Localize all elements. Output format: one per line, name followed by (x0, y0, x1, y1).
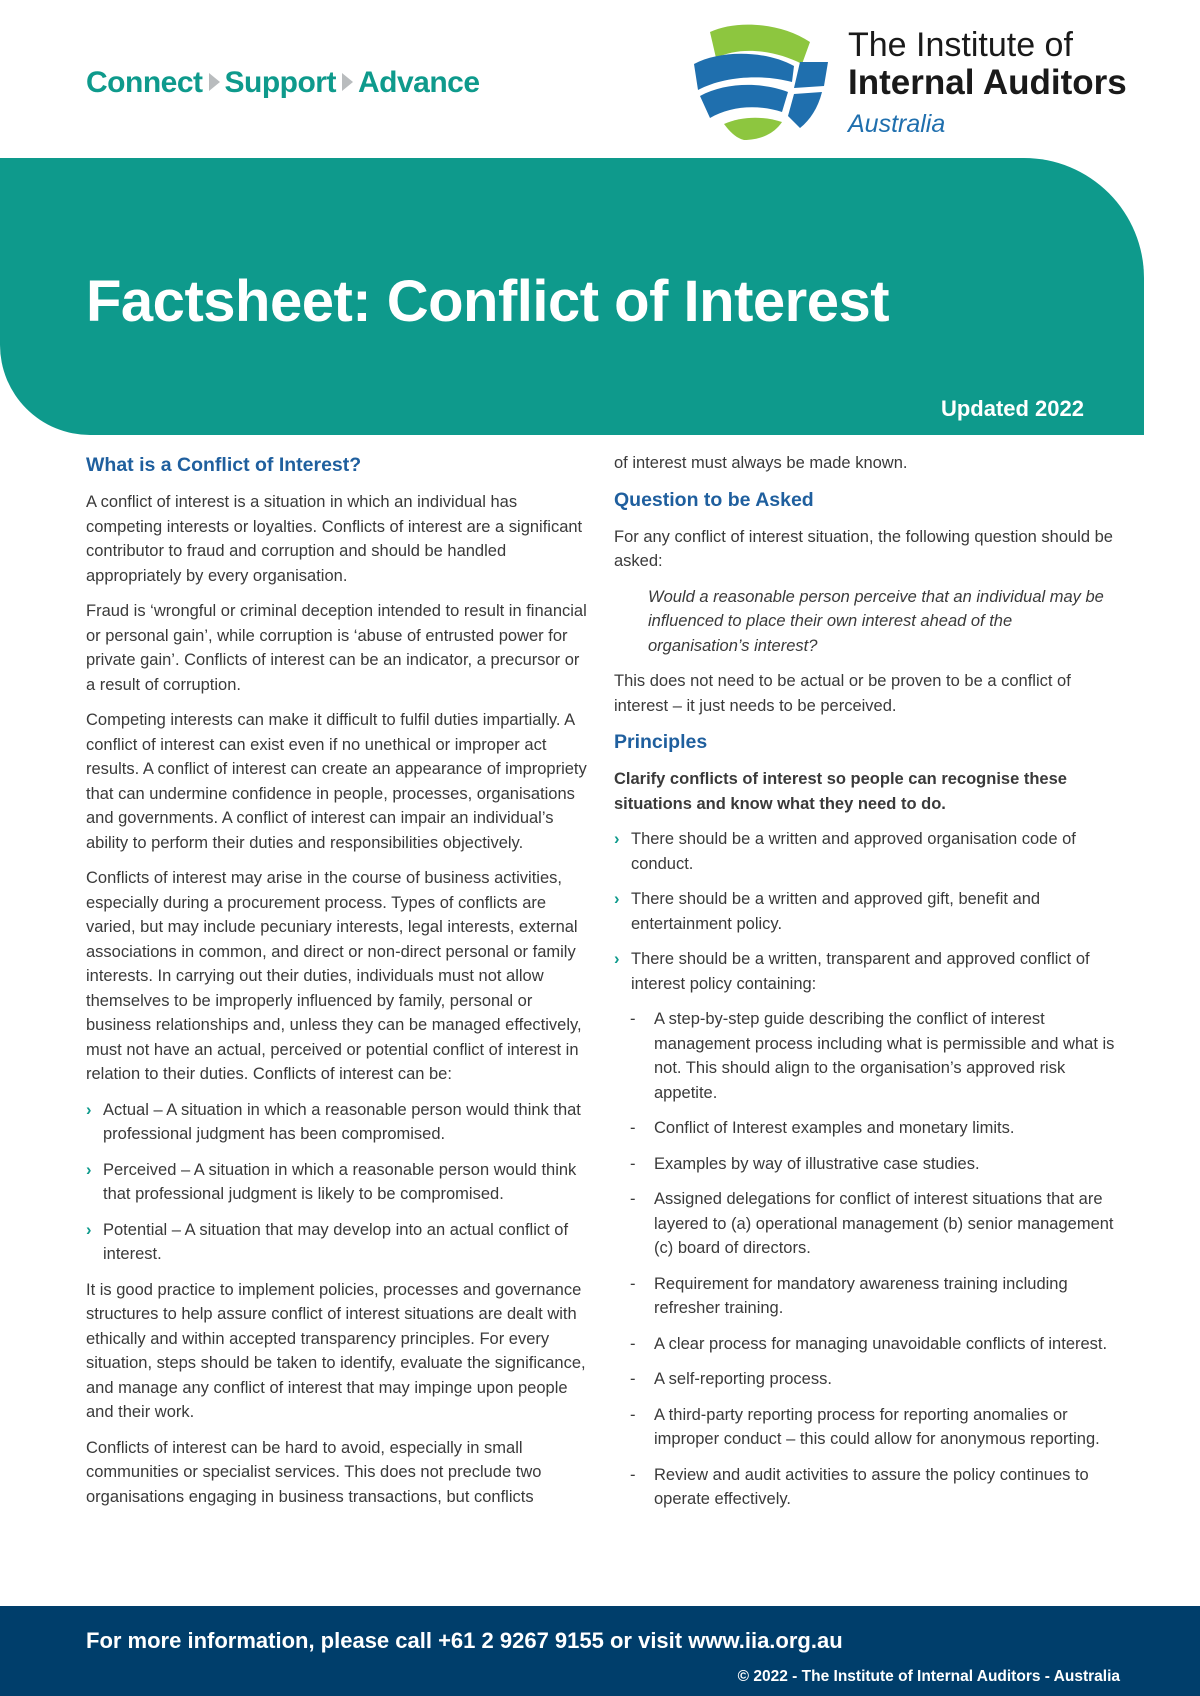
sub-list-item (630, 1007, 1116, 1105)
sub-list-item (630, 1463, 1116, 1512)
dash-bullet-icon: - (630, 1465, 636, 1484)
dash-bullet-icon: - (630, 1405, 636, 1424)
chevron-bullet-icon: › (86, 1220, 92, 1239)
paragraph: Competing interests can make it difficult to fulfil duties impartially. A conflict of interest can exist even if no unethical or improper act results. A conflict of interest can create an appearance of impropriety that can undermine confidence in people, processes, organisations and governments. A conflict of interest can impair an individual’s ability to perform their duties and responsibilities objectively. (86, 711, 587, 852)
paragraph: A conflict of interest is a situation in which an individual has competing interests or loyalties. Conflicts of interest are a significant contributor to fraud and corruption and should be handled appropriately by every organisation. (86, 493, 583, 585)
right-column (614, 451, 1116, 1523)
list-item-text: Assigned delegations for conflict of interest situations that are layered to (a) operational management (b) senior management (c) board of directors. (654, 1190, 1114, 1257)
list-item (614, 887, 1116, 936)
tagline (86, 66, 480, 100)
list-item-text: There should be a written and approved gift, benefit and entertainment policy. (631, 890, 1041, 933)
tagline-advance: Advance (357, 66, 480, 99)
list-item-text: Examples by way of illustrative case studies. (654, 1154, 980, 1173)
logo-line-2: Internal Auditors (848, 63, 1127, 102)
list-item-text: A step-by-step guide describing the conflict of interest management process including what is permissible and what is not. This should align to the organisation’s approved risk appetite. (654, 1010, 1115, 1102)
paragraph-continued: of interest must always be made known. (614, 454, 908, 472)
conflict-types-list (86, 1098, 588, 1267)
tagline-connect: Connect (86, 66, 203, 99)
paragraph: It is good practice to implement policies, processes and governance structures to help assure conflict of interest situations are dealt with ethically and within accepted transparency principles. For every situation, steps should be taken to identify, evaluate the significance, and manage any conflict of interest that may impinge upon people and their work. (86, 1280, 586, 1421)
globe-logo-icon (690, 20, 830, 142)
key-question-quote: Would a reasonable person perceive that an individual may be influenced to place their own interest ahead of the organisation’s interest? (648, 587, 1104, 655)
list-item-text: There should be a written and approved organisation code of conduct. (631, 830, 1076, 873)
sub-list-item (630, 1116, 1116, 1141)
tagline-support: Support (224, 66, 336, 99)
list-item-text: A third-party reporting process for reporting anomalies or improper conduct – this could allow for anonymous reporting. (654, 1405, 1100, 1448)
list-item (614, 827, 1116, 876)
iia-logo (690, 20, 1200, 150)
chevron-right-icon (209, 73, 220, 91)
dash-bullet-icon: - (630, 1334, 636, 1353)
chevron-bullet-icon: › (614, 830, 620, 848)
chevron-bullet-icon: › (86, 1100, 92, 1119)
list-item (86, 1218, 588, 1267)
section-heading-question: Question to be Asked (614, 488, 814, 511)
section-heading-what-is: What is a Conflict of Interest? (86, 454, 362, 476)
left-column (86, 452, 588, 1520)
dash-bullet-icon: - (630, 1010, 636, 1028)
page-title: Factsheet: Conflict of Interest (86, 269, 890, 334)
list-item (86, 1158, 588, 1207)
paragraph: This does not need to be actual or be proven to be a conflict of interest – it just needs to be perceived. (614, 672, 1071, 715)
list-item (86, 1098, 588, 1147)
list-item (614, 947, 1116, 996)
chevron-bullet-icon: › (614, 890, 620, 908)
section-heading-principles: Principles (614, 731, 708, 753)
principles-intro: Clarify conflicts of interest so people can recognise these situations and know what they need to do. (614, 770, 1067, 813)
dash-bullet-icon: - (630, 1370, 636, 1388)
dash-bullet-icon: - (630, 1119, 636, 1137)
list-item-text: Requirement for mandatory awareness training including refresher training. (654, 1274, 1068, 1317)
dash-bullet-icon: - (630, 1154, 636, 1173)
sub-list-item (630, 1272, 1116, 1321)
updated-label: Updated 2022 (940, 396, 1084, 421)
list-item-text: There should be a written, transparent and approved conflict of interest policy containing: (631, 950, 1090, 993)
copyright: © 2022 - The Institute of Internal Auditors - Australia (737, 1668, 1120, 1685)
principles-list (614, 827, 1116, 996)
sub-list-item (630, 1403, 1116, 1452)
dash-bullet-icon: - (630, 1274, 636, 1293)
sub-list-item (630, 1187, 1116, 1261)
list-item-text: Review and audit activities to assure the policy continues to operate effectively. (654, 1465, 1089, 1508)
dash-bullet-icon: - (630, 1190, 636, 1208)
logo-line-1: The Institute of (848, 26, 1073, 64)
chevron-bullet-icon: › (614, 950, 620, 968)
policy-contents-list (614, 1007, 1116, 1512)
footer (0, 1606, 1200, 1696)
list-item-text: Perceived – A situation in which a reasonable person would think that professional judgment is likely to be compromised. (103, 1160, 577, 1203)
chevron-bullet-icon: › (86, 1160, 92, 1179)
sub-list-item (630, 1367, 1116, 1392)
chevron-right-icon (342, 73, 353, 91)
sub-list-item (630, 1332, 1116, 1357)
list-item-text: A clear process for managing unavoidable conflicts of interest. (654, 1334, 1108, 1353)
title-banner (0, 158, 1144, 435)
contact-info[interactable]: For more information, please call +61 2 9267 9155 or visit www.iia.org.au (86, 1628, 843, 1653)
paragraph: Fraud is ‘wrongful or criminal deception intended to result in financial or personal gain’, while corruption is ‘abuse of entrusted power for private gain’. Conflicts of interest can be an indicator, a precursor or a result of corruption. (86, 602, 587, 694)
list-item-text: Potential – A situation that may develop into an actual conflict of interest. (103, 1220, 569, 1263)
sub-list-item (630, 1152, 1116, 1177)
paragraph: Conflicts of interest may arise in the course of business activities, especially during a procurement process. Types of conflicts are varied, but may include pecuniary interests, legal interests, external associations in common, and direct or non-direct personal or family interests. In carrying out their duties, individuals must not allow themselves to be improperly influenced by family, personal or business relationships and, unless they can be managed effectively, must not have an actual, perceived or potential conflict of interest in relation to their duties. Conflicts of interest can be: (86, 869, 582, 1083)
list-item-text: A self-reporting process. (654, 1370, 832, 1388)
logo-line-3: Australia (848, 110, 946, 138)
list-item-text: Conflict of Interest examples and monetary limits. (654, 1119, 1015, 1137)
paragraph: Conflicts of interest can be hard to avoid, especially in small communities or specialist services. This does not preclude two organisations engaging in business transactions, but conflicts (86, 1438, 542, 1506)
paragraph: For any conflict of interest situation, the following question should be asked: (614, 527, 1113, 570)
list-item-text: Actual – A situation in which a reasonable person would think that professional judgment has been compromised. (103, 1100, 581, 1143)
